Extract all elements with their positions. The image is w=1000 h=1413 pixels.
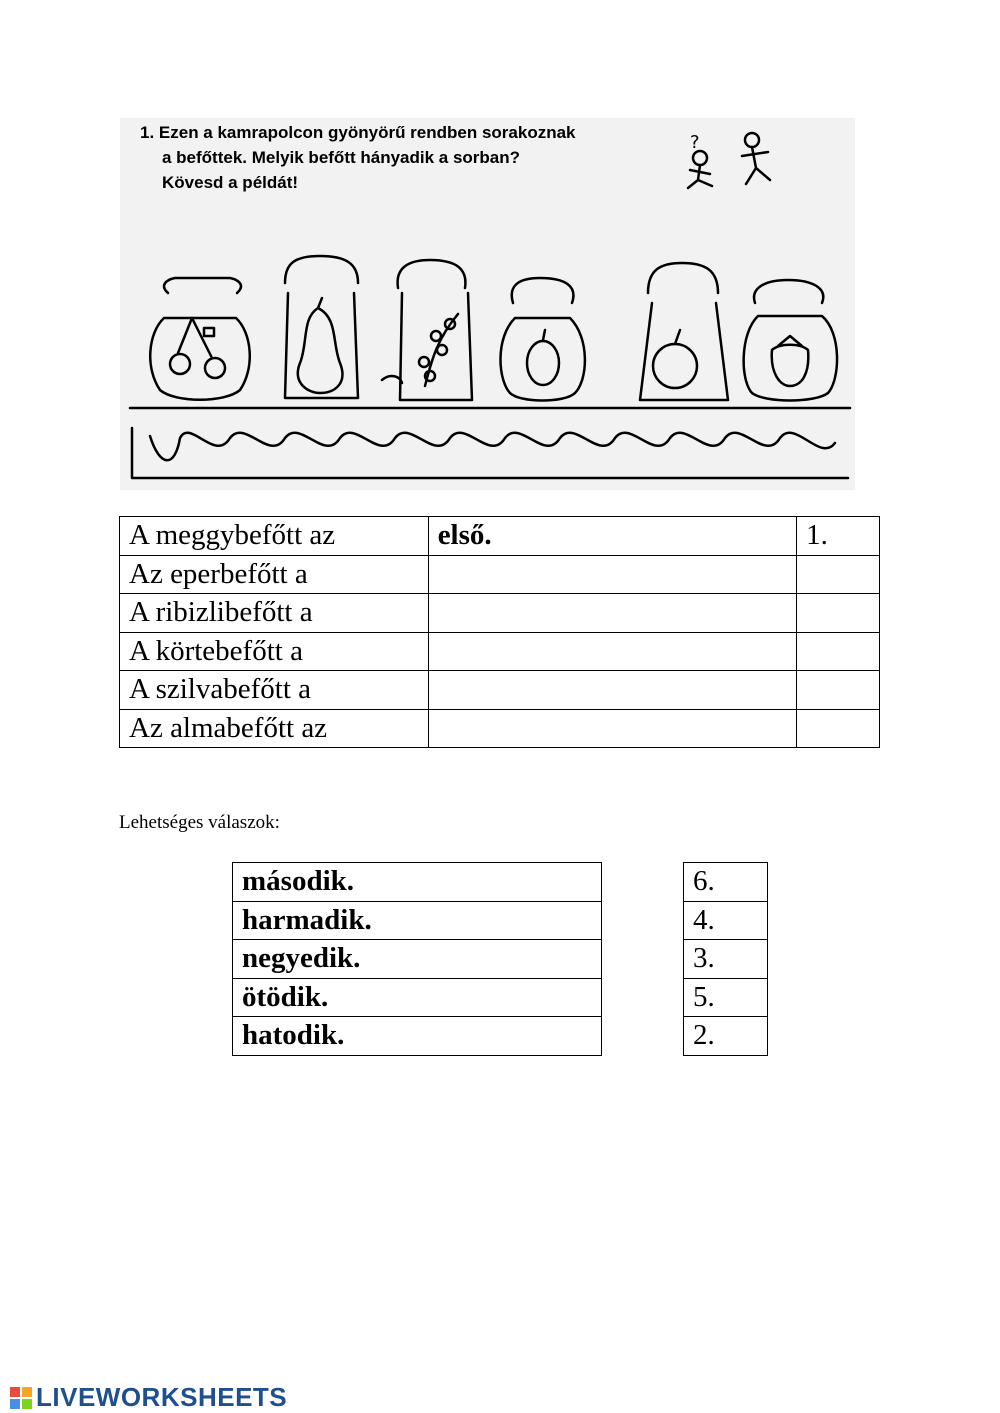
- answer-number-option[interactable]: 5.: [684, 978, 768, 1017]
- answer-word-option[interactable]: második.: [233, 863, 602, 902]
- number-cell[interactable]: [797, 555, 880, 594]
- answer-number-option[interactable]: 4.: [684, 901, 768, 940]
- brand-name: LIVEWORKSHEETS: [36, 1382, 288, 1412]
- row-label: A körtebefőtt a: [120, 632, 429, 671]
- row-label: A meggybefőtt az: [120, 517, 429, 556]
- row-label: A ribizlibefőtt a: [120, 594, 429, 633]
- answer-cell[interactable]: [428, 709, 796, 748]
- logo-icon: [10, 1387, 32, 1409]
- number-cell[interactable]: [797, 671, 880, 710]
- answer-cell[interactable]: [428, 632, 796, 671]
- instruction-line-3: Kövesd a példát!: [162, 173, 299, 192]
- row-label: Az eperbefőtt a: [120, 555, 429, 594]
- number-cell[interactable]: [797, 709, 880, 748]
- number-cell[interactable]: [797, 632, 880, 671]
- row-label: Az almabefőtt az: [120, 709, 429, 748]
- instruction-line-1: 1. Ezen a kamrapolcon gyönyörű rendben sorakoznak: [140, 123, 576, 142]
- answer-cell[interactable]: [428, 671, 796, 710]
- row-label: A szilvabefőtt a: [120, 671, 429, 710]
- table-row: [120, 594, 880, 633]
- table-row: [120, 709, 880, 748]
- answer-word-option[interactable]: harmadik.: [233, 901, 602, 940]
- table-row: [120, 555, 880, 594]
- answer-word-option[interactable]: negyedik.: [233, 940, 602, 979]
- instruction-line-2: a befőttek. Melyik befőtt hányadik a sorban?: [162, 148, 521, 167]
- answer-words-table: [232, 862, 602, 1056]
- liveworksheets-logo[interactable]: [10, 1382, 287, 1413]
- answer-number-option[interactable]: 2.: [684, 1017, 768, 1056]
- table-row: [120, 671, 880, 710]
- answer-word-option[interactable]: ötödik.: [233, 978, 602, 1017]
- table-row: [120, 632, 880, 671]
- illustration-question-mark: ?: [690, 132, 700, 153]
- answer-number-option[interactable]: 6.: [684, 863, 768, 902]
- number-cell[interactable]: 1.: [797, 517, 880, 556]
- answer-number-option[interactable]: 3.: [684, 940, 768, 979]
- answer-word-option[interactable]: hatodik.: [233, 1017, 602, 1056]
- answer-cell[interactable]: [428, 594, 796, 633]
- table-row: [120, 517, 880, 556]
- number-cell[interactable]: [797, 594, 880, 633]
- answer-cell[interactable]: [428, 555, 796, 594]
- exercise-instructions: [140, 120, 680, 195]
- answer-table: [119, 516, 880, 748]
- answer-cell[interactable]: első.: [428, 517, 796, 556]
- possible-answers-label: Lehetséges válaszok:: [119, 812, 280, 833]
- answer-numbers-table: [683, 862, 768, 1056]
